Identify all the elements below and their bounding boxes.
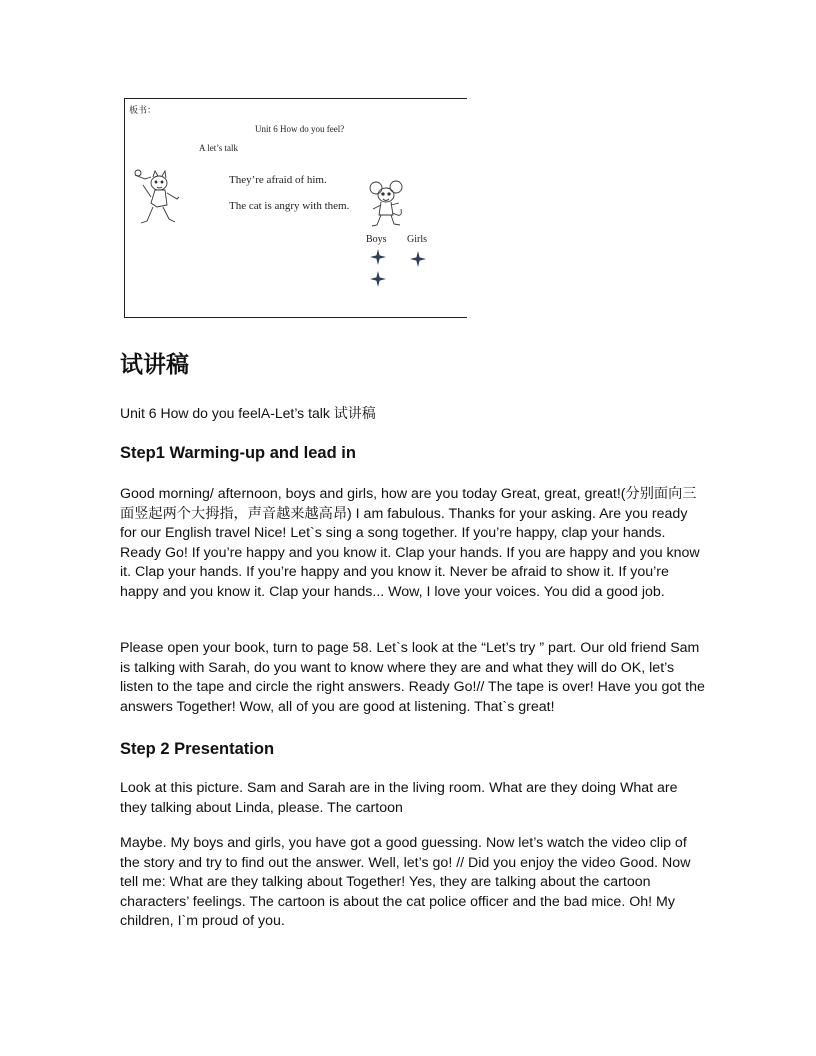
board-corner-label: 板书：	[129, 105, 157, 115]
board-sentence-2: The cat is angry with them.	[229, 200, 350, 212]
boys-star-icon	[370, 249, 386, 265]
board-subtitle: A let’s talk	[199, 143, 238, 153]
document-heading: 试讲稿	[120, 352, 189, 378]
step1-heading: Step1 Warming-up and lead in	[120, 444, 356, 462]
cat-police-illustration	[131, 167, 185, 229]
step2-paragraph: Look at this picture. Sam and Sarah are in the living room. What are they doing What are they talking about Linda, please. The cartoon	[120, 780, 678, 816]
mouse-illustration	[367, 179, 407, 229]
blackboard-figure	[124, 98, 467, 318]
step1-paragraph: Good morning/ afternoon, boys and girls, how are you today Great, great, great!(分别面向三面竖起两个大拇指，声音越来越高昂) I am fabulous. Thanks for your asking. Are you ready for our English travel Nice! Let`s sing a song together. If you’re happy, clap your hands. Ready Go! If you’re happy and you know it. Clap your hands. If you are happy and you know it. Clap your hands. If you’re happy and you know it. Never be afraid to show it. If you’re happy and you know it. Clap your hands... Wow, I love your voices. You did a good job.	[120, 486, 700, 600]
board-title: Unit 6 How do you feel?	[255, 124, 345, 134]
board-sentence-1: They’re afraid of him.	[229, 174, 327, 186]
girls-label: Girls	[407, 234, 427, 245]
step2-heading: Step 2 Presentation	[120, 740, 275, 758]
girls-star-icon	[410, 251, 426, 267]
document-subtitle: Unit 6 How do you feelA-Let’s talk 试讲稿	[120, 405, 376, 421]
step2-paragraph: Maybe. My boys and girls, you have got a good guessing. Now let’s watch the video clip of the story and try to find out the answer. Well, let’s go! // Did you enjoy the video Good. Now tell me: What are they talking about Together! Yes, they are talking about the cartoon characters’ feelings. The cartoon is about the cat police officer and the bad mice. Oh! My children, I`m proud of you.	[120, 835, 691, 930]
step1-paragraph: Please open your book, turn to page 58. Let`s look at the “Let’s try ” part. Our old friend Sam is talking with Sarah, do you want to know where they are and what they will do OK, let’s listen to the tape and circle the right answers. Ready Go!// The tape is over! Have you got the answers Together! Wow, all of you are good at listening. That`s great!	[120, 640, 705, 715]
boys-label: Boys	[366, 234, 387, 245]
boys-star-icon	[370, 271, 386, 287]
